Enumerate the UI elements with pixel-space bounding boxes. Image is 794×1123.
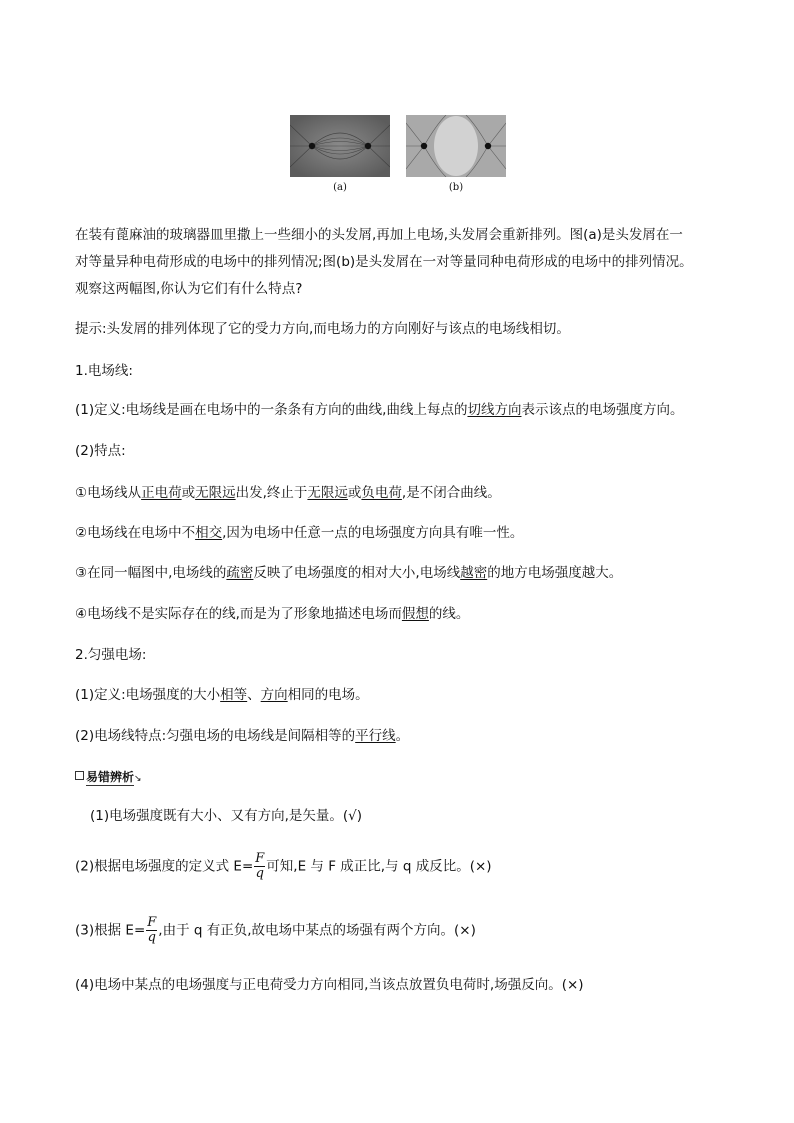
text-span: 表示该点的电场强度方向。	[521, 402, 684, 418]
text-span: ③在同一幅图中,电场线的	[75, 565, 227, 581]
text-span: 的线。	[428, 606, 470, 622]
item-4: (4)电场中某点的电场强度与正电荷受力方向相同,当该点放置负电荷时,场强反向。(×)	[75, 977, 584, 993]
text-span: 可知,E 与 F 成正比,与 q 成反比。(×)	[266, 858, 492, 875]
s2-feature	[75, 727, 409, 745]
s1-definition	[75, 401, 683, 419]
fraction-denominator: q	[147, 930, 156, 945]
underlined-term: 假想	[401, 606, 429, 622]
square-icon	[75, 771, 84, 780]
section-2-title: 2.匀强电场:	[75, 647, 147, 663]
intro-line-1: 在装有蓖麻油的玻璃器皿里撒上一些细小的头发屑,再加上电场,头发屑会重新排列。图(a)是头发屑在一	[75, 227, 683, 243]
underlined-term: 无限远	[195, 485, 236, 501]
item-2	[75, 852, 492, 881]
text-span: (3)根据 E=	[75, 922, 146, 939]
corner-arrow-icon: ↘	[134, 774, 142, 784]
s1-point-2	[75, 524, 523, 542]
intro-line-3: 观察这两幅图,你认为它们有什么特点?	[75, 281, 303, 297]
text-span: ,由于 q 有正负,故电场中某点的场强有两个方向。(×)	[158, 922, 476, 939]
text-span: ④电场线不是实际存在的线,而是为了形象地描述电场而	[75, 606, 402, 622]
s1-point-1	[75, 484, 501, 502]
figure-a-caption: (a)	[333, 182, 347, 193]
underlined-term: 切线方向	[467, 402, 522, 418]
text-span: ,是不闭合曲线。	[401, 485, 501, 501]
text-span: 出发,终止于	[235, 485, 308, 501]
underlined-term: 相等	[220, 687, 248, 703]
underlined-term: 相交	[195, 525, 223, 541]
text-span: (2)电场线特点:匀强电场的电场线是间隔相等的	[75, 728, 356, 744]
underlined-term: 无限远	[307, 485, 348, 501]
mistake-analysis-badge	[75, 768, 142, 785]
item-1: (1)电场强度既有大小、又有方向,是矢量。(√)	[90, 808, 363, 824]
text-span: 或	[181, 485, 196, 501]
fraction-numerator: F	[255, 851, 265, 866]
figure-b-caption: (b)	[448, 182, 464, 193]
s1-point-4	[75, 605, 469, 623]
s2-definition	[75, 686, 369, 704]
item-3	[75, 916, 476, 945]
figure-b-image	[406, 115, 506, 177]
s1-feature-title: (2)特点:	[75, 443, 126, 459]
text-span: 或	[347, 485, 362, 501]
underlined-term: 负电荷	[361, 485, 402, 501]
text-span: (2)根据电场强度的定义式 E=	[75, 858, 254, 875]
text-span: ,因为电场中任意一点的电场强度方向具有唯一性。	[222, 525, 524, 541]
fraction-f-over-q	[254, 852, 265, 881]
underlined-term: 越密	[460, 565, 488, 581]
text-span: ①电场线从	[75, 485, 142, 501]
text-span: 。	[395, 728, 410, 744]
s1-point-3	[75, 564, 622, 582]
intro-line-2: 对等量异种电荷形成的电场中的排列情况;图(b)是头发屑在一对等量同种电荷形成的电场中的排列情况。	[75, 254, 693, 270]
hint-text: 提示:头发屑的排列体现了它的受力方向,而电场力的方向刚好与该点的电场线相切。	[75, 321, 570, 337]
text-span: ②电场线在电场中不	[75, 525, 196, 541]
text-span: 相同的电场。	[287, 687, 369, 703]
text-span: 的地方电场强度越大。	[487, 565, 623, 581]
underlined-term: 正电荷	[141, 485, 182, 501]
fraction-f-over-q	[146, 916, 157, 945]
text-span: (1)定义:电场线是画在电场中的一条条有方向的曲线,曲线上每点的	[75, 402, 468, 418]
section-1-title: 1.电场线:	[75, 363, 133, 379]
badge-label: 易错辨析	[86, 770, 135, 784]
underlined-term: 方向	[260, 687, 288, 703]
fraction-denominator: q	[255, 866, 264, 881]
text-span: 反映了电场强度的相对大小,电场线	[253, 565, 461, 581]
text-span: 、	[247, 687, 261, 703]
underlined-term: 平行线	[355, 728, 396, 744]
text-span: (1)定义:电场强度的大小	[75, 687, 221, 703]
figure-a-image	[290, 115, 390, 177]
underlined-term: 疏密	[226, 565, 254, 581]
fraction-numerator: F	[147, 915, 157, 930]
